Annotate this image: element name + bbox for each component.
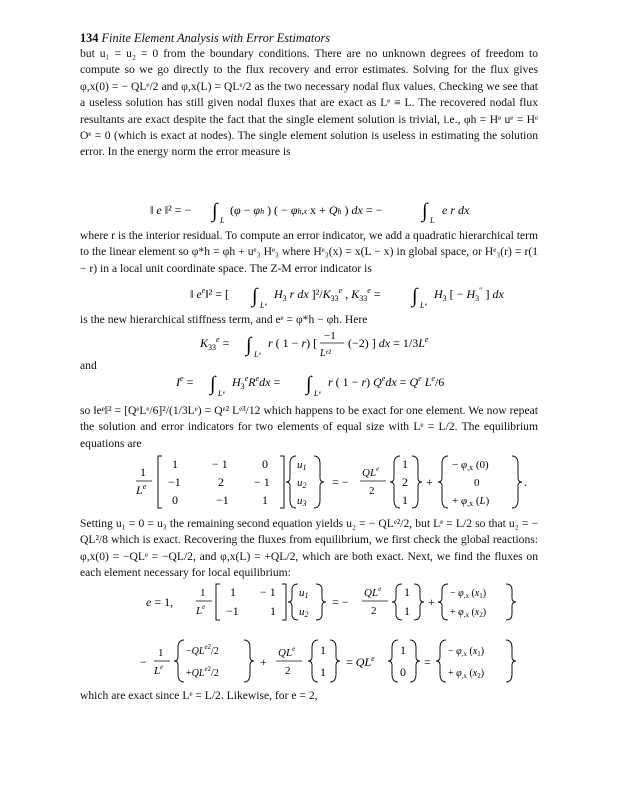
svg-text:∫: ∫ [210,373,216,395]
svg-text:(φ − φh ) ( − φh,x x + Qh ) dx: (φ − φh ) ( − φh,x x + Qh ) dx = − [230,203,383,217]
svg-text:2: 2 [285,665,291,677]
svg-text:+ φ,x (x2): + $\varphi_{,x}$ $(x_2)$ [450,607,487,619]
svg-text:Lᵉ: Lᵉ [314,389,321,398]
svg-text:H3 [ − H3″ ] dx: $H_3$ [ − $H_3''$ ] dx [434,286,504,303]
svg-text:‖ ee‖² = [: ‖ $e^e‖^2$ = [ [190,286,229,301]
svg-text:− 1: − 1 [212,457,228,471]
equation-global-system [136,452,536,512]
svg-text:1: 1 [402,457,408,471]
svg-text:QLe: $QL^e$ [364,585,382,599]
svg-text:1: 1 [320,643,326,657]
svg-text:−1: −1 [324,330,336,342]
svg-text:= QLe: = $QL^e$ [346,654,375,669]
equation-element-1 [146,580,516,624]
svg-text:0: 0 [262,457,268,471]
svg-text:∫: ∫ [212,200,218,222]
equation-k33 [200,326,490,362]
svg-text:u1: u1 [297,459,307,472]
svg-text:2: 2 [402,475,408,489]
svg-text:H3 r dx ]²/K33e , K33e =: $H_3$ r dx ]$^2/K_{33}^e$ , $K_{33}^e$ = [274,286,381,303]
svg-text:QLe: $QL^e$ [362,465,380,479]
svg-text:u2: u2 [299,606,309,619]
running-header [80,31,330,46]
svg-text:+ φ,x (L): + φ,x (L) [452,495,490,508]
svg-text:1: 1 [400,643,406,657]
svg-text:−1: −1 [168,475,181,489]
svg-text:u2: u2 [297,477,307,490]
book-title: Finite Element Analysis with Error Estimators [101,31,331,45]
svg-text:Lᵉ: Lᵉ [254,350,261,359]
svg-text:− 1: − 1 [260,585,276,599]
svg-text:Ie =: Ie = [176,374,194,389]
svg-text:1: 1 [270,604,276,618]
svg-text:r ( 1 − r) Qedx = Qe Le/6: r ( 1 − r) $Q^edx = Q^e$ Le/6 [328,374,445,389]
svg-text:0: 0 [172,493,178,507]
svg-text:1: 1 [230,585,236,599]
paragraph-5: so ‖eᵉ‖² = [QᵉLᵉ/6]²/(1/3Lᵉ) = Qᵉ² Lᵉ³/12 which happens to be exact for one element. We now repeat the solution and error indicators for two elements of equal size with Lᵉ = L/2. The equilibrium equations are [80,404,538,450]
equation-ie [176,366,496,400]
svg-text:− 1: − 1 [254,475,270,489]
svg-text:+ φ,x (x2): + $\varphi_{,x}$ $(x_2)$ [448,668,485,680]
svg-text:0: 0 [400,665,406,679]
svg-text:K33e =: $K_{33}^e$ = [200,335,230,352]
svg-text:Le: Le [154,663,164,677]
svg-text:u1: u1 [299,587,309,600]
svg-text:−QLe2/2: $-QL^e2/2$ [186,643,219,657]
svg-text:− φ,x (x1): − $\varphi_{,x}$ $(x_1)$ [448,646,485,658]
svg-text:1: 1 [404,585,410,599]
svg-text:2: 2 [371,605,377,617]
svg-text:(−2) ] dx = 1/3Le: (−2) ] dx = $1/3L^e$ [348,335,429,350]
svg-text:− φ,x (x1): − $\varphi_{,x}$ $(x_1)$ [450,588,487,600]
paragraph-2: where r is the interior residual. To compute an error indicator, we add a quadratic hierarchical term to the linear element so φ*h = φh + uᵉ₃ Hᵉ₃ where Hᵉ₃(x) = x(L − x) in global space, or Hᵉ₃(r) = r(1 − r) in a local unit coordinate space. The Z-M error indicator is [80,229,538,275]
svg-text:H3eRedx =: $H_3^eR^edx$ = [232,374,281,391]
svg-text:+: + [428,595,435,609]
svg-text:2: 2 [369,485,375,497]
paragraph-3: is the new hierarchical stiffness term, and eᵉ = φ*h − φh. Here [80,313,368,326]
svg-text:+: + [260,655,267,669]
svg-text:.: . [524,475,527,489]
svg-text:∫: ∫ [412,285,418,307]
svg-text:1: 1 [200,587,206,599]
svg-text:u3: u3 [297,495,307,508]
svg-text:Le: Le [136,482,147,497]
svg-text:‖ e ‖² = −: ‖ e ‖² = − [150,203,192,217]
svg-text:Lᵉ²: Lᵉ² [320,348,332,359]
svg-text:∫: ∫ [306,373,312,395]
svg-text:e = 1,: e = 1, [146,595,174,609]
paragraph-7: which are exact since Lᵉ = L/2. Likewise, for e = 2, [80,689,318,702]
svg-text:∫: ∫ [246,334,252,356]
svg-text:−: − [140,655,147,669]
svg-text:1: 1 [320,665,326,679]
svg-text:L: L [220,216,225,224]
svg-text:r ( 1 − r) [: r ( 1 − r) [ [268,336,318,350]
svg-text:1: 1 [140,465,146,479]
svg-text:∫: ∫ [422,200,428,222]
svg-text:+QLe2/2: $+QL^e2/2$ [186,665,219,679]
svg-text:Lᵉ: Lᵉ [260,301,267,310]
svg-text:−1: −1 [216,493,229,507]
svg-text:∫: ∫ [252,285,258,307]
page-number: 134 [80,31,99,45]
svg-text:=: = [424,655,431,669]
svg-text:L: L [430,216,435,224]
svg-text:− φ,x (0): − φ,x (0) [452,459,489,472]
equation-element-fluxes [140,636,520,686]
equation-zm-indicator [190,282,510,312]
svg-text:Lᵉ: Lᵉ [420,301,427,310]
svg-text:e r dx: e r dx [442,203,470,217]
svg-text:−1: −1 [226,604,239,618]
svg-text:Le: Le [196,603,206,617]
svg-text:Lᵉ: Lᵉ [218,389,225,398]
equation-energy-norm [150,194,490,224]
svg-text:1: 1 [172,457,178,471]
svg-text:0: 0 [474,477,480,489]
svg-text:+: + [426,475,433,489]
svg-text:2: 2 [218,475,224,489]
paragraph-6: Setting u₁ = 0 = u₃ the remaining second equation yields u₂ = − QLᵉ²/2, but Lᵉ = L/2 so that u₂ = − QL²/8 which is exact. Recovering the fluxes from equilibrium, we first check the global reactions: φ,x(0) = −QLᵉ = −QL/2, and φ,x(L) = +QL/2, which are both exact. Next, we find the fluxes on each element necessary for local equilibrium: [80,517,538,580]
paragraph-4: and [80,359,97,372]
svg-text:= −: = − [332,595,349,609]
svg-text:1: 1 [262,493,268,507]
svg-text:1: 1 [404,604,410,618]
paragraph-1: but u₁ = u₂ = 0 from the boundary conditions. There are no unknown degrees of freedom to compute so we go directly to the flux recovery and error estimates. Solving for the flux gives φ,x(0) = − QLᵉ/2 and φ,x(L) = QLᵉ/2 as the two necessary nodal flux values. Checking we see that a useless solution has still given nodal fluxes that are exact as Lᵉ ≡ L. The recovered nodal flux resultants are exact despite the fact that the single element solution is trivial, i.e., φh = Hᵉ uᵉ = Hᵉ Oᵉ = 0 (which is exact at nodes). The single element solution is useless in estimating the solution error. In the energy norm the error measure is [80,47,538,159]
svg-text:1: 1 [402,493,408,507]
svg-text:QLe: $QL^e$ [278,645,296,659]
svg-text:1: 1 [158,647,164,659]
svg-text:= −: = − [332,475,349,489]
